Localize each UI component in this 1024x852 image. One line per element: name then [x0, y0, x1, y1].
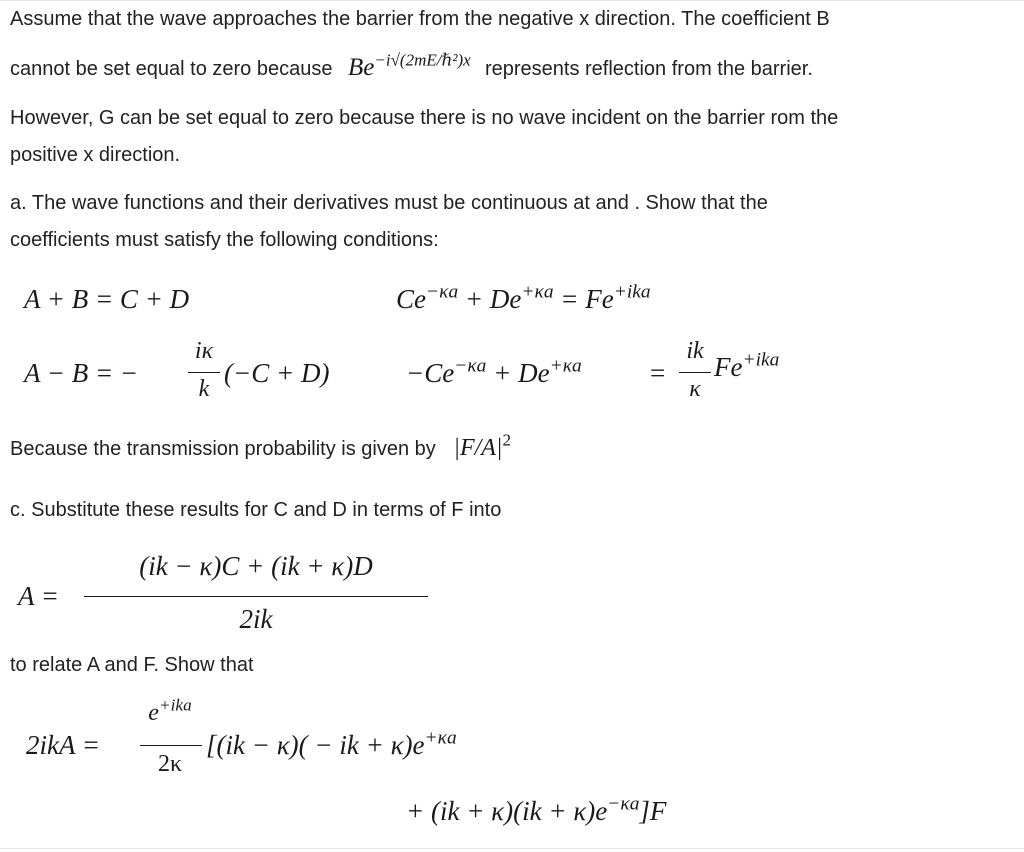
- equation-derivative-lhs: A − B = −: [24, 358, 139, 388]
- reflection-term: [348, 50, 477, 81]
- bottom-divider: [0, 848, 1024, 849]
- eq2-exp3: +ika: [742, 349, 780, 371]
- fraction-ik-over-k-bar: [188, 372, 220, 373]
- final-line2-text: + (ik + κ)(ik + κ)e: [406, 796, 608, 826]
- equation-a-numerator: (ik − κ)C + (ik + κ)D: [139, 551, 373, 581]
- eq1-exp1: −κa: [426, 281, 459, 303]
- paragraph-3-line-1: a. The wave functions and their derivatives must be continuous at and . Show that the: [10, 192, 768, 214]
- equation-final-denominator: 2κ: [157, 751, 183, 777]
- equation-continuity-left: A + B = C + D: [24, 284, 190, 314]
- fraction-ik-over-k-numerator: iκ: [194, 338, 214, 364]
- equation-derivative-fe: [714, 349, 780, 383]
- paragraph-4: [10, 430, 512, 461]
- equation-derivative-equals: =: [650, 358, 666, 388]
- equation-derivative-middle: (−C + D): [224, 358, 330, 388]
- equation-final-bracket: [206, 727, 457, 761]
- equation-final-numerator: [132, 695, 208, 727]
- eq2-de: + De: [486, 358, 550, 388]
- equation-continuity-right: [396, 281, 651, 315]
- transmission-ratio: |F/A|: [453, 435, 503, 461]
- eq1-fe: = Fe: [553, 284, 614, 314]
- eq2-ce: −Ce: [406, 358, 455, 388]
- equation-a-denominator: 2ik: [239, 604, 273, 634]
- paragraph-1-line-1: Assume that the wave approaches the barrier from the negative x direction. The coefficient B: [10, 8, 830, 30]
- line-2-suffix: represents reflection from the barrier.: [484, 58, 813, 80]
- transmission-exponent: 2: [502, 430, 512, 450]
- transmission-text: Because the transmission probability is given by: [10, 438, 436, 460]
- eq2-exp1: −κa: [454, 355, 487, 377]
- eq1-de: + De: [458, 284, 522, 314]
- final-line2-exp: −κa: [607, 793, 640, 815]
- paragraph-5: c. Substitute these results for C and D in terms of F into: [10, 499, 502, 521]
- final-num-exp: +ika: [158, 695, 192, 715]
- eq2-exp2: +κa: [549, 355, 582, 377]
- final-num-e: e: [148, 700, 159, 726]
- reflection-term-base: Be: [348, 54, 375, 81]
- paragraph-2-line-2: positive x direction.: [10, 144, 181, 166]
- equation-a-lhs: A =: [18, 581, 59, 611]
- equation-final-line-2: [406, 793, 667, 827]
- reflection-term-exponent: −i√(2mE/ℏ²)x: [374, 50, 471, 70]
- equation-final-lhs: 2ikA =: [26, 730, 100, 760]
- paragraph-6: to relate A and F. Show that: [10, 654, 254, 676]
- eq1-exp2: +κa: [521, 281, 554, 303]
- top-divider: [0, 0, 1024, 1]
- eq1-ce: Ce: [396, 284, 426, 314]
- fraction-ik-over-kappa-numerator: ik: [686, 338, 704, 364]
- line-2-prefix: cannot be set equal to zero because: [10, 58, 333, 80]
- equation-final-fraction-bar: [140, 745, 202, 746]
- equation-a-fraction-bar: [84, 596, 428, 597]
- eq1-exp3: +ika: [613, 281, 651, 303]
- paragraph-1-line-2: [10, 50, 813, 81]
- transmission-expression: [453, 430, 512, 461]
- fraction-ik-over-k-denominator: k: [198, 376, 210, 402]
- eq2-fe: Fe: [714, 352, 743, 382]
- fraction-ik-over-kappa-bar: [679, 372, 711, 373]
- equation-derivative-right: [406, 355, 582, 389]
- final-bracket-text: [(ik − κ)( − ik + κ)e: [206, 730, 425, 760]
- final-bracket-exp: +κa: [424, 727, 457, 749]
- final-line2-end: ]F: [639, 796, 667, 826]
- paragraph-3-line-2: coefficients must satisfy the following conditions:: [10, 229, 439, 251]
- paragraph-2-line-1: However, G can be set equal to zero because there is no wave incident on the barrier rom the: [10, 107, 839, 129]
- fraction-ik-over-kappa-denominator: κ: [689, 376, 701, 402]
